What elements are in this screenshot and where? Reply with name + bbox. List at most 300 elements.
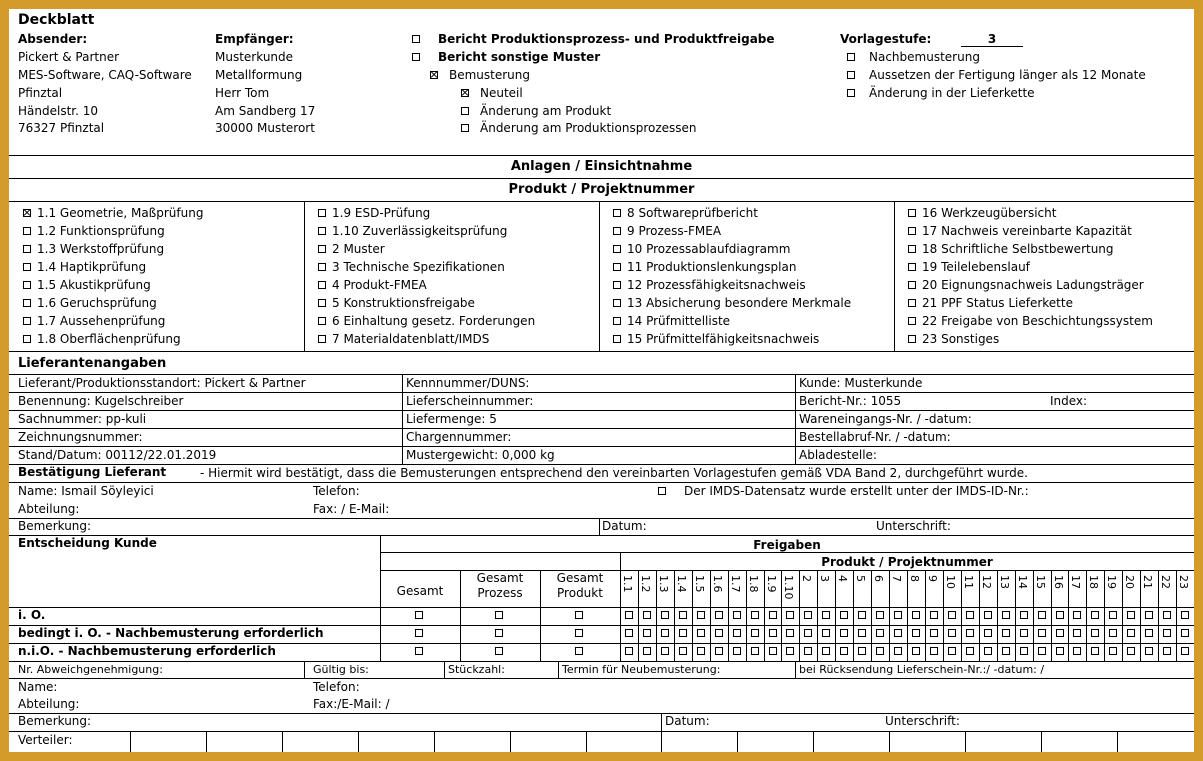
checked-box-icon [461, 89, 469, 97]
decision-checkbox[interactable] [984, 647, 992, 655]
divider [9, 464, 1194, 465]
pruefung-checkbox[interactable] [23, 225, 165, 237]
checkbox-icon [318, 317, 326, 325]
project-column-header: 9 [926, 575, 939, 582]
decision-checkbox[interactable] [575, 647, 583, 655]
gesamt-header: Gesamt [396, 584, 444, 598]
page-title: Deckblatt [18, 12, 95, 28]
termin-neubemusterung[interactable]: Termin für Neubemusterung: [562, 663, 721, 676]
aenderung-prozess-checkbox[interactable]: Änderung am Produktionsprozessen [461, 122, 697, 134]
decision-row-label: i. O. [18, 608, 46, 622]
project-column-header: 1.6 [711, 575, 724, 593]
lieferant-field[interactable]: Bestellabruf-Nr. / -datum: [799, 430, 951, 444]
decision-checkbox[interactable] [661, 611, 669, 619]
decision-checkbox[interactable] [495, 629, 503, 637]
checkbox-icon [412, 35, 420, 43]
decision-checkbox[interactable] [966, 629, 974, 637]
decision-checkbox[interactable] [1002, 611, 1010, 619]
checkbox-icon [908, 245, 916, 253]
decision-checkbox[interactable] [1002, 629, 1010, 637]
gueltig-bis[interactable]: Gültig bis: [313, 663, 369, 676]
decision-checkbox[interactable] [930, 629, 938, 637]
pruefung-checkbox[interactable] [613, 261, 796, 273]
gesamt-produkt-header: Produkt [557, 586, 603, 600]
checkbox-icon [23, 245, 31, 253]
pruefung-checkbox[interactable] [613, 315, 730, 327]
pruefung-label: 20 Eignungsnachweis Ladungsträger [922, 278, 1144, 292]
checkbox-icon [318, 227, 326, 235]
pruefung-checkbox[interactable] [318, 225, 507, 237]
lieferant-bemerkung[interactable]: Bemerkung: [18, 519, 92, 533]
gesamt-produkt-header: Gesamt [556, 571, 604, 585]
decision-checkbox[interactable] [840, 647, 848, 655]
project-column-header: 1.9 [765, 575, 778, 593]
decision-checkbox[interactable] [804, 629, 812, 637]
nachbemusterung-checkbox[interactable]: Nachbemusterung [847, 51, 980, 63]
decision-checkbox[interactable] [697, 647, 705, 655]
decision-checkbox[interactable] [751, 629, 759, 637]
decision-checkbox[interactable] [966, 647, 974, 655]
decision-checkbox[interactable] [822, 647, 830, 655]
bericht-sonstige-checkbox[interactable]: Bericht sonstige Muster [412, 51, 600, 63]
decision-checkbox[interactable] [679, 647, 687, 655]
decision-checkbox[interactable] [1127, 629, 1135, 637]
pruefung-checkbox[interactable] [613, 207, 758, 219]
checkbox-icon [613, 317, 621, 325]
decision-checkbox[interactable] [966, 611, 974, 619]
checkbox-icon [908, 263, 916, 271]
divider [894, 201, 895, 351]
divider [9, 713, 1194, 714]
decision-checkbox[interactable] [948, 629, 956, 637]
decision-checkbox[interactable] [769, 647, 777, 655]
cover-sheet-content [9, 9, 1194, 752]
checkbox-icon [318, 281, 326, 289]
kunde-telefon[interactable]: Telefon: [313, 680, 360, 694]
decision-checkbox[interactable] [1020, 611, 1028, 619]
pruefung-checkbox[interactable] [908, 243, 1114, 255]
decision-checkbox[interactable] [840, 629, 848, 637]
divider [434, 731, 435, 752]
checkbox-icon [23, 299, 31, 307]
divider [9, 678, 1194, 679]
checkbox-icon [613, 209, 621, 217]
decision-checkbox[interactable] [1073, 629, 1081, 637]
entscheidung-title: Entscheidung Kunde [18, 536, 157, 550]
pruefung-checkbox[interactable] [318, 297, 475, 309]
lieferant-field[interactable]: Stand/Datum: 00112/22.01.2019 [18, 448, 217, 462]
pruefung-checkbox[interactable] [613, 225, 721, 237]
decision-checkbox[interactable] [1181, 629, 1189, 637]
lieferant-field[interactable]: Sachnummer: pp-kuli [18, 412, 147, 426]
checkbox-icon [613, 263, 621, 271]
decision-checkbox[interactable] [984, 611, 992, 619]
pruefung-label: 9 Prozess-FMEA [627, 224, 722, 238]
decision-checkbox[interactable] [948, 611, 956, 619]
divider [9, 446, 1194, 447]
pruefung-label: 1.7 Aussehenprüfung [37, 314, 166, 328]
decision-checkbox[interactable] [1091, 647, 1099, 655]
divider [9, 661, 1194, 662]
decision-checkbox[interactable] [575, 629, 583, 637]
pruefung-label: 10 Prozessablaufdiagramm [627, 242, 791, 256]
project-column-header: 18 [1087, 575, 1100, 589]
divider [130, 731, 131, 752]
decision-checkbox[interactable] [1038, 611, 1046, 619]
lieferant-fax[interactable]: Fax: / E-Mail: [313, 502, 390, 516]
pruefung-checkbox[interactable] [613, 297, 851, 309]
lieferant-field[interactable]: Lieferant/Produktionsstandort: Pickert & Partner [18, 376, 306, 390]
pruefung-checkbox[interactable] [613, 333, 819, 345]
imds-checkbox[interactable]: Der IMDS-Datensatz wurde erstellt unter der IMDS-ID-Nr.: [658, 485, 1029, 497]
pruefung-label: 1.10 Zuverlässigkeitsprüfung [332, 224, 508, 238]
lieferant-field[interactable]: Zeichnungsnummer: [18, 430, 143, 444]
pruefung-label: 1.5 Akustikprüfung [37, 278, 151, 292]
absender-line: MES-Software, CAQ-Software [18, 68, 192, 82]
bemusterung-checkbox[interactable]: Bemusterung [430, 69, 530, 81]
decision-checkbox[interactable] [1038, 629, 1046, 637]
empfaenger-line: Am Sandberg 17 [215, 104, 316, 118]
checkbox-icon [908, 335, 916, 343]
absender-label: Absender: [18, 32, 88, 46]
decision-checkbox[interactable] [495, 611, 503, 619]
project-column-header: 22 [1159, 575, 1172, 589]
lieferant-field[interactable]: Abladestelle: [799, 448, 877, 462]
pruefung-checkbox[interactable] [908, 261, 1030, 273]
divider [799, 570, 800, 661]
project-column-header: 6 [872, 575, 885, 582]
project-column-header: 23 [1177, 575, 1190, 589]
divider [9, 607, 1194, 608]
decision-checkbox[interactable] [1181, 611, 1189, 619]
pruefung-checkbox[interactable] [23, 261, 146, 273]
decision-checkbox[interactable] [912, 647, 920, 655]
pruefung-label: 1.9 ESD-Prüfung [332, 206, 431, 220]
decision-checkbox[interactable] [697, 611, 705, 619]
lieferant-field[interactable]: Bericht-Nr.: 1055 [799, 394, 902, 408]
lieferant-field[interactable]: Wareneingangs-Nr. / -datum: [799, 412, 972, 426]
checkbox-icon [658, 487, 666, 495]
lieferant-abteilung[interactable]: Abteilung: [18, 502, 80, 516]
decision-checkbox[interactable] [415, 611, 423, 619]
decision-checkbox[interactable] [661, 647, 669, 655]
decision-checkbox[interactable] [876, 647, 884, 655]
lieferant-telefon[interactable]: Telefon: [313, 484, 360, 498]
pruefung-checkbox[interactable] [318, 243, 385, 255]
verteiler-label: Verteiler: [18, 733, 73, 747]
lieferkette-checkbox[interactable]: Änderung in der Lieferkette [847, 87, 1035, 99]
neuteil-checkbox[interactable]: Neuteil [461, 87, 523, 99]
pruefung-checkbox[interactable] [908, 297, 1073, 309]
project-column-header: 7 [890, 575, 903, 582]
pruefung-label: 2 Muster [332, 242, 385, 256]
decision-checkbox[interactable] [1002, 647, 1010, 655]
decision-checkbox[interactable] [733, 647, 741, 655]
decision-checkbox[interactable] [697, 629, 705, 637]
decision-checkbox[interactable] [495, 647, 503, 655]
pruefung-label: 4 Produkt-FMEA [332, 278, 427, 292]
decision-checkbox[interactable] [715, 629, 723, 637]
decision-checkbox[interactable] [1073, 611, 1081, 619]
divider [737, 731, 738, 752]
decision-checkbox[interactable] [1127, 611, 1135, 619]
decision-checkbox[interactable] [804, 647, 812, 655]
decision-checkbox[interactable] [858, 647, 866, 655]
checkbox-icon [318, 209, 326, 217]
lieferant-name[interactable]: Name: Ismail Söyleyici [18, 484, 154, 498]
pruefung-checkbox[interactable] [908, 315, 1153, 327]
decision-checkbox[interactable] [679, 629, 687, 637]
decision-checkbox[interactable] [1145, 629, 1153, 637]
divider [853, 570, 854, 661]
decision-checkbox[interactable] [1091, 611, 1099, 619]
decision-checkbox[interactable] [930, 647, 938, 655]
decision-checkbox[interactable] [876, 629, 884, 637]
kunde-name[interactable]: Name: [18, 680, 58, 694]
divider [9, 178, 1194, 179]
checkbox-icon [318, 245, 326, 253]
decision-checkbox[interactable] [1020, 629, 1028, 637]
decision-checkbox[interactable] [786, 629, 794, 637]
checkbox-icon [847, 53, 855, 61]
divider [661, 731, 662, 752]
decision-checkbox[interactable] [894, 647, 902, 655]
divider [380, 552, 1194, 553]
freigaben-produkt-title: Produkt / Projektnummer [821, 555, 993, 569]
absender-line: Pfinztal [18, 86, 63, 100]
divider [282, 731, 283, 752]
divider [795, 661, 796, 678]
decision-checkbox[interactable] [876, 611, 884, 619]
pruefung-label: 15 Prüfmittelfähigkeitsnachweis [627, 332, 820, 346]
decision-checkbox[interactable] [715, 611, 723, 619]
pruefung-checkbox[interactable] [318, 333, 489, 345]
decision-checkbox[interactable] [733, 629, 741, 637]
absender-line: Händelstr. 10 [18, 104, 99, 118]
decision-checkbox[interactable] [1020, 647, 1028, 655]
decision-checkbox[interactable] [643, 611, 651, 619]
divider [206, 731, 207, 752]
decision-checkbox[interactable] [804, 611, 812, 619]
divider [402, 374, 403, 464]
lieferant-field[interactable]: Mustergewicht: 0,000 kg [406, 448, 555, 462]
decision-checkbox[interactable] [643, 647, 651, 655]
decision-checkbox[interactable] [625, 629, 633, 637]
decision-checkbox[interactable] [679, 611, 687, 619]
divider [9, 410, 1194, 411]
decision-checkbox[interactable] [1038, 647, 1046, 655]
decision-checkbox[interactable] [912, 611, 920, 619]
checkbox-icon [613, 281, 621, 289]
decision-checkbox[interactable] [858, 611, 866, 619]
index-label: Index: [1050, 394, 1088, 408]
divider [304, 201, 305, 351]
lieferant-unterschrift[interactable]: Unterschrift: [876, 519, 951, 533]
decision-checkbox[interactable] [894, 629, 902, 637]
divider [9, 731, 1194, 732]
decision-checkbox[interactable] [415, 647, 423, 655]
lieferant-field[interactable]: Chargennummer: [406, 430, 512, 444]
pruefung-checkbox[interactable] [613, 279, 806, 291]
decision-checkbox[interactable] [1127, 647, 1135, 655]
checkbox-icon [23, 335, 31, 343]
decision-checkbox[interactable] [661, 629, 669, 637]
pruefung-checkbox[interactable] [23, 315, 165, 327]
pruefung-checkbox[interactable] [908, 333, 999, 345]
project-column-header: 11 [962, 575, 975, 589]
decision-checkbox[interactable] [930, 611, 938, 619]
ruecksendung[interactable]: bei Rücksendung Lieferschein-Nr.:/ -datum: / [799, 663, 1045, 676]
pruefung-checkbox[interactable] [318, 261, 505, 273]
decision-checkbox[interactable] [948, 647, 956, 655]
decision-checkbox[interactable] [858, 629, 866, 637]
decision-checkbox[interactable] [912, 629, 920, 637]
checkbox-icon [613, 335, 621, 343]
aenderung-produkt-checkbox[interactable]: Änderung am Produkt [461, 105, 611, 117]
decision-checkbox[interactable] [1109, 629, 1117, 637]
project-column-header: 16 [1052, 575, 1065, 589]
decision-checkbox[interactable] [1163, 611, 1171, 619]
decision-checkbox[interactable] [715, 647, 723, 655]
bestaetigung-title: Bestätigung Lieferant [18, 465, 167, 479]
pruefung-checkbox[interactable] [318, 315, 535, 327]
lieferant-field[interactable]: Lieferscheinnummer: [406, 394, 534, 408]
decision-checkbox[interactable] [786, 611, 794, 619]
decision-checkbox[interactable] [575, 611, 583, 619]
decision-checkbox[interactable] [1163, 629, 1171, 637]
divider [599, 518, 600, 535]
checkbox-icon [318, 335, 326, 343]
pruefung-label: 11 Produktionslenkungsplan [627, 260, 797, 274]
pruefung-checkbox[interactable] [23, 333, 181, 345]
kunde-datum[interactable]: Datum: [665, 714, 710, 728]
project-column-header: 1.5 [693, 575, 706, 593]
pruefung-checkbox[interactable] [23, 279, 151, 291]
decision-checkbox[interactable] [822, 629, 830, 637]
decision-checkbox[interactable] [643, 629, 651, 637]
decision-checkbox[interactable] [822, 611, 830, 619]
decision-checkbox[interactable] [894, 611, 902, 619]
checkbox-icon [613, 227, 621, 235]
divider [304, 661, 305, 678]
project-column-header: 4 [836, 575, 849, 582]
checkbox-icon [412, 53, 420, 61]
lieferant-datum[interactable]: Datum: [602, 519, 647, 533]
pruefung-checkbox[interactable] [23, 207, 203, 219]
pruefung-checkbox[interactable] [908, 225, 1132, 237]
decision-checkbox[interactable] [769, 629, 777, 637]
pruefung-label: 21 PPF Status Lieferkette [922, 296, 1073, 310]
kunde-bemerkung[interactable]: Bemerkung: [18, 714, 92, 728]
decision-checkbox[interactable] [1073, 647, 1081, 655]
decision-checkbox[interactable] [1091, 629, 1099, 637]
divider [1041, 731, 1042, 752]
project-column-header: 1.2 [639, 575, 652, 593]
decision-checkbox[interactable] [1163, 647, 1171, 655]
project-column-header: 21 [1141, 575, 1154, 589]
checkbox-icon [318, 263, 326, 271]
pruefung-checkbox[interactable] [23, 297, 157, 309]
decision-checkbox[interactable] [1109, 647, 1117, 655]
decision-checkbox[interactable] [840, 611, 848, 619]
pruefung-checkbox[interactable] [908, 279, 1144, 291]
divider [813, 731, 814, 752]
pruefung-label: 19 Teilelebenslauf [922, 260, 1030, 274]
lieferant-field[interactable]: Kunde: Musterkunde [799, 376, 923, 390]
checkbox-icon [908, 299, 916, 307]
kunde-fax[interactable]: Fax:/E-Mail: / [313, 697, 390, 711]
decision-checkbox[interactable] [1056, 629, 1064, 637]
aussetzen-checkbox[interactable]: Aussetzen der Fertigung länger als 12 Monate [847, 69, 1146, 81]
decision-checkbox[interactable] [751, 647, 759, 655]
decision-checkbox[interactable] [625, 611, 633, 619]
pruefung-label: 22 Freigabe von Beschichtungssystem [922, 314, 1153, 328]
decision-checkbox[interactable] [415, 629, 423, 637]
checkbox-icon [908, 317, 916, 325]
divider [907, 570, 908, 661]
divider [925, 570, 926, 661]
lieferant-title: Lieferantenangaben [18, 356, 167, 371]
decision-checkbox[interactable] [1056, 647, 1064, 655]
lieferant-field[interactable]: Liefermenge: 5 [406, 412, 497, 426]
checkbox-icon [613, 245, 621, 253]
kunde-abteilung[interactable]: Abteilung: [18, 697, 80, 711]
pruefung-checkbox[interactable] [23, 243, 164, 255]
project-column-header: 1.7 [729, 575, 742, 593]
decision-checkbox[interactable] [786, 647, 794, 655]
decision-checkbox[interactable] [1145, 611, 1153, 619]
pruefung-checkbox[interactable] [318, 279, 427, 291]
lieferant-field[interactable]: Kennnummer/DUNS: [406, 376, 530, 390]
decision-checkbox[interactable] [625, 647, 633, 655]
checked-box-icon [23, 209, 31, 217]
divider [444, 661, 445, 678]
pruefung-checkbox[interactable] [613, 243, 790, 255]
abweich-nr[interactable]: Nr. Abweichgenehmigung: [18, 663, 163, 676]
pruefung-label: 1.6 Geruchsprüfung [37, 296, 157, 310]
divider [835, 570, 836, 661]
pruefung-label: 8 Softwareprüfbericht [627, 206, 758, 220]
pruefung-checkbox[interactable] [908, 207, 1056, 219]
divider [9, 535, 1194, 536]
decision-checkbox[interactable] [769, 611, 777, 619]
project-column-header: 12 [980, 575, 993, 589]
stueckzahl[interactable]: Stückzahl: [448, 663, 505, 676]
decision-checkbox[interactable] [1181, 647, 1189, 655]
decision-checkbox[interactable] [751, 611, 759, 619]
decision-checkbox[interactable] [984, 629, 992, 637]
pruefung-label: 1.8 Oberflächenprüfung [37, 332, 181, 346]
kunde-unterschrift[interactable]: Unterschrift: [885, 714, 960, 728]
absender-line: 76327 Pfinztal [18, 121, 105, 135]
absender-line: Pickert & Partner [18, 50, 120, 64]
decision-checkbox[interactable] [1145, 647, 1153, 655]
empfaenger-label: Empfänger: [215, 32, 294, 46]
project-column-header: 10 [944, 575, 957, 589]
empfaenger-line: 30000 Musterort [215, 121, 315, 135]
lieferant-field[interactable]: Benennung: Kugelschreiber [18, 394, 184, 408]
divider [871, 570, 872, 661]
pruefung-label: 1.4 Haptikprüfung [37, 260, 147, 274]
decision-checkbox[interactable] [733, 611, 741, 619]
vorlagestufe-value[interactable]: 3 [961, 33, 1023, 47]
project-column-header: 1.1 [621, 575, 634, 593]
decision-checkbox[interactable] [1056, 611, 1064, 619]
decision-checkbox[interactable] [1109, 611, 1117, 619]
bericht-ppf-checkbox[interactable]: Bericht Produktionsprozess- und Produktfreigabe [412, 33, 775, 45]
empfaenger-line: Musterkunde [215, 50, 294, 64]
pruefung-checkbox[interactable] [318, 207, 430, 219]
